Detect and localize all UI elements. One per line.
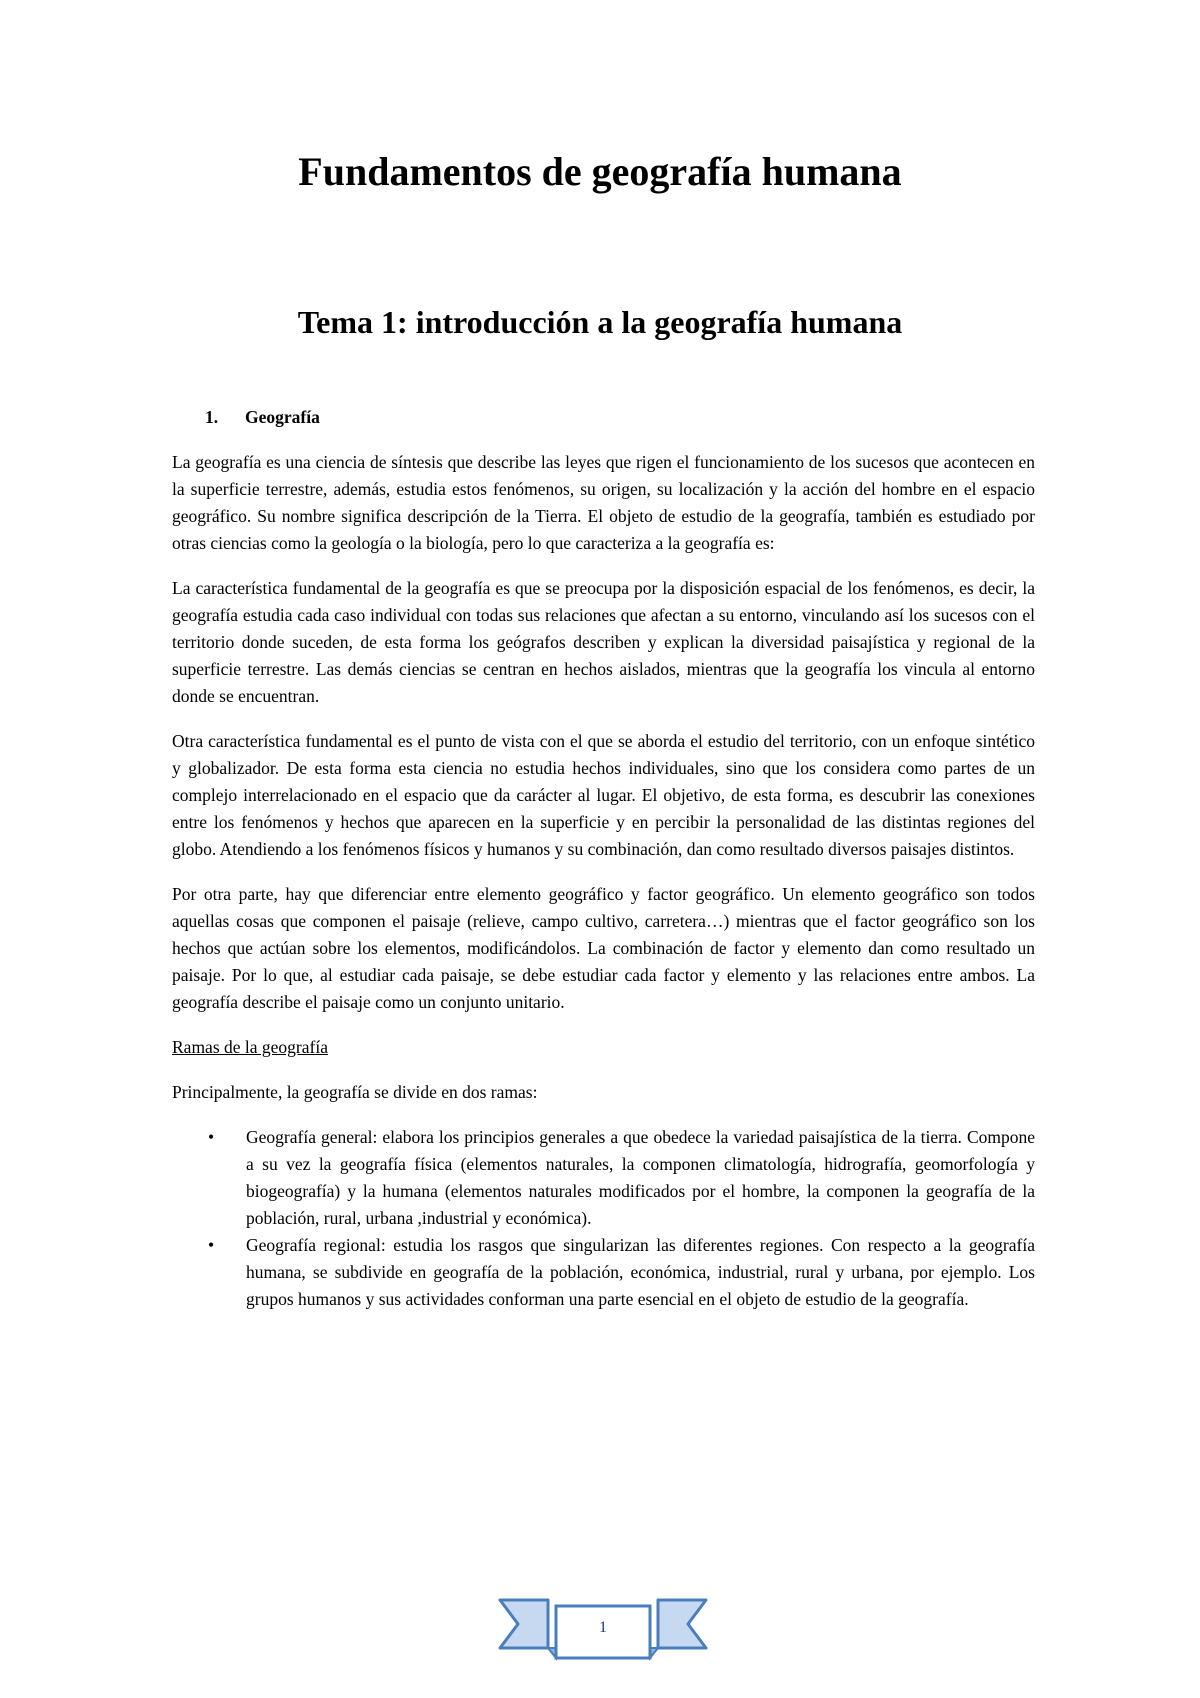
bullet-icon: • — [208, 1235, 215, 1255]
section-heading — [172, 404, 1035, 431]
section-title: Geografía — [245, 407, 320, 427]
paragraph: La característica fundamental de la geografía es que se preocupa por la disposición espacial de los fenómenos, es decir, la geografía estudia cada caso individual con todas sus relaciones que afectan a su entorno, vinculando así los sucesos con el territorio donde suceden, de esta forma los geógrafos describen y explican la diversidad paisajística y regional de la superficie terrestre. Las demás ciencias se centran en hechos aislados, mientras que la geografía los vincula al entorno donde se encuentran. — [172, 578, 1035, 706]
list-item — [172, 1124, 1035, 1232]
paragraph: Por otra parte, hay que diferenciar entre elemento geográfico y factor geográfico. Un elemento geográfico son todos aquellas cosas que componen el paisaje (relieve, campo cultivo, carretera…) mientras que el factor geográfico son los hechos que actúan sobre los elementos, modificándolos. La combinación de factor y elemento dan como resultado un paisaje. Por lo que, al estudiar cada paisaje, se debe estudiar cada factor y elemento y las relaciones entre ambos. La geografía describe el paisaje como un conjunto unitario. — [172, 884, 1035, 1012]
paragraph: Otra característica fundamental es el punto de vista con el que se aborda el estudio del territorio, con un enfoque sintético y globalizador. De esta forma esta ciencia no estudia hechos individuales, sino que los considera como partes de un complejo interrelacionado en el espacio que da carácter al lugar. El objetivo, de esta forma, es descubrir las conexiones entre los fenómenos y hechos que aparecen en la superficie y en percibir la personalidad de las distintas regiones del globo. Atendiendo a los fenómenos físicos y humanos y su combinación, dan como resultado diversos paisajes distintos. — [172, 731, 1035, 859]
chapter-title: Tema 1: introducción a la geografía humana — [297, 304, 903, 340]
page-number: 1 — [599, 1619, 607, 1636]
page-number-badge — [498, 1592, 708, 1662]
paragraph: La geografía es una ciencia de síntesis que describe las leyes que rigen el funcionamiento de los sucesos que acontecen en la superficie terrestre, además, estudia estos fenómenos, su origen, su localización y la acción del hombre en el espacio geográfico. Su nombre significa descripción de la Tierra. El objeto de estudio de la geografía, también es estudiado por otras ciencias como la geología o la biología, pero lo que caracteriza a la geografía es: — [172, 452, 1035, 553]
document-title: Fundamentos de geografía humana — [298, 149, 902, 194]
list-item-text: Geografía general: elabora los principios generales a que obedece la variedad paisajística de la tierra. Compone a su vez la geografía física (elementos naturales, la componen climatología, hidrografía, geomorfología y biogeografía) y la humana (elementos naturales modificados por el hombre, la componen la geografía de la población, rural, urbana ,industrial y económica). — [246, 1127, 1035, 1228]
bullet-icon: • — [208, 1127, 215, 1147]
subheading-ramas: Ramas de la geografía — [172, 1037, 328, 1057]
branches-list — [172, 1124, 1035, 1313]
list-item — [172, 1232, 1035, 1313]
list-item-text: Geografía regional: estudia los rasgos que singularizan las diferentes regiones. Con respecto a la geografía humana, se subdivide en geografía de la población, económica, industrial, rural y urbana, por ejemplo. Los grupos humanos y sus actividades conforman una parte esencial en el objeto de estudio de la geografía. — [246, 1235, 1035, 1309]
section-number: 1. — [205, 407, 219, 427]
branches-intro: Principalmente, la geografía se divide en dos ramas: — [172, 1082, 538, 1102]
document-body — [172, 404, 1035, 1313]
